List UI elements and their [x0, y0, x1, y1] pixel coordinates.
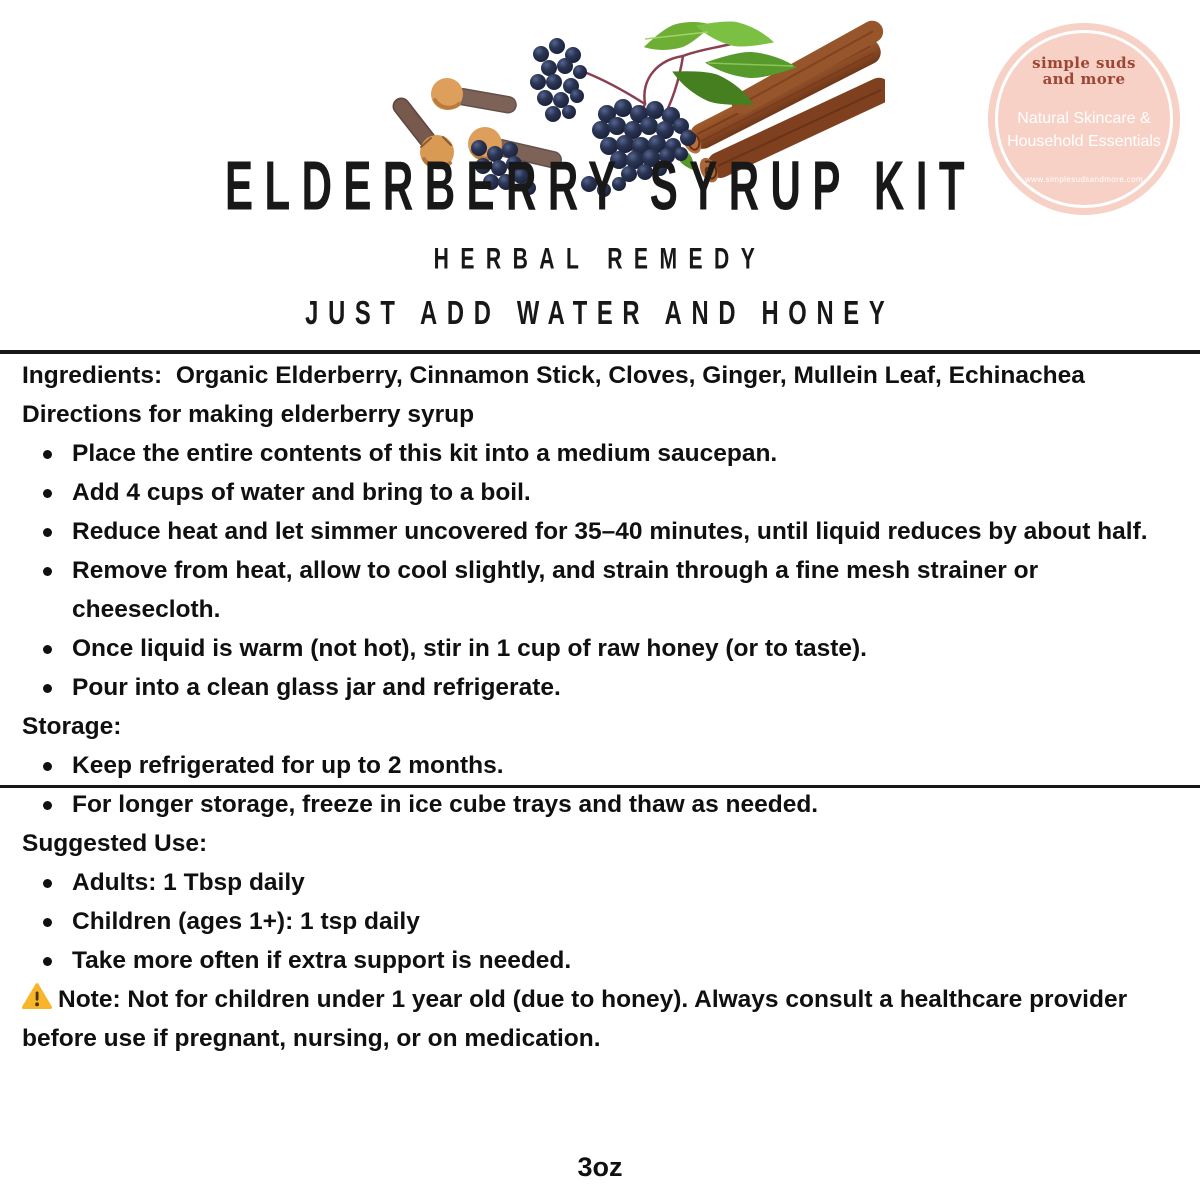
product-title-block — [0, 147, 1200, 226]
brand-name-line1: simple suds — [1032, 54, 1136, 72]
badge-tagline-line1: Natural Skincare & — [1017, 110, 1151, 127]
badge-website: www.simplesudsandmore.com — [1024, 175, 1144, 184]
net-size-block — [0, 1152, 1200, 1183]
warning-note-text: Note: Not for children under 1 year old (due to honey). Always consult a healthcare provider before use if pregnant, nursing, or on medication. — [22, 986, 1128, 1052]
list-item: Children (ages 1+): 1 tsp daily — [22, 902, 1190, 941]
warning-icon — [22, 983, 52, 1010]
directions-heading: Directions for making elderberry syrup — [22, 401, 475, 428]
suggested-use-heading: Suggested Use: — [22, 830, 208, 857]
list-item: Place the entire contents of this kit into a medium saucepan. — [22, 434, 1190, 473]
label-body — [22, 356, 1190, 1058]
ingredients-text: Ingredients: Organic Elderberry, Cinnamon Stick, Cloves, Ginger, Mullein Leaf, Echinachea — [22, 362, 1085, 389]
product-title: ELDERBERRY SYRUP KIT — [224, 147, 976, 226]
list-item: Add 4 cups of water and bring to a boil. — [22, 473, 1190, 512]
storage-heading: Storage: — [22, 713, 122, 740]
list-item: Reduce heat and let simmer uncovered for 35–40 minutes, until liquid reduces by about half. — [22, 512, 1190, 551]
product-tagline: JUST ADD WATER AND HONEY — [305, 294, 895, 332]
list-item: Keep refrigerated for up to 2 months. — [22, 746, 1190, 785]
directions-list — [22, 434, 1190, 707]
product-subtitle-block — [0, 242, 1200, 276]
list-item: Pour into a clean glass jar and refrigerate. — [22, 668, 1190, 707]
list-item: Once liquid is warm (not hot), stir in 1 cup of raw honey (or to taste). — [22, 629, 1190, 668]
product-tagline-block — [0, 294, 1200, 332]
brand-name-line2: and more — [1042, 70, 1126, 88]
list-item: For longer storage, freeze in ice cube trays and thaw as needed. — [22, 785, 1190, 824]
list-item: Take more often if extra support is needed. — [22, 941, 1190, 980]
net-size: 3oz — [577, 1152, 623, 1182]
list-item: Adults: 1 Tbsp daily — [22, 863, 1190, 902]
warning-note — [22, 980, 1190, 1058]
suggested-use-list — [22, 863, 1190, 980]
top-divider — [0, 350, 1200, 354]
list-item: Remove from heat, allow to cool slightly, and strain through a fine mesh strainer or cheesecloth. — [22, 551, 1190, 629]
badge-tagline-line2: Household Essentials — [1007, 133, 1161, 150]
middle-divider — [0, 785, 1200, 788]
product-subtitle: HERBAL REMEDY — [433, 242, 767, 276]
